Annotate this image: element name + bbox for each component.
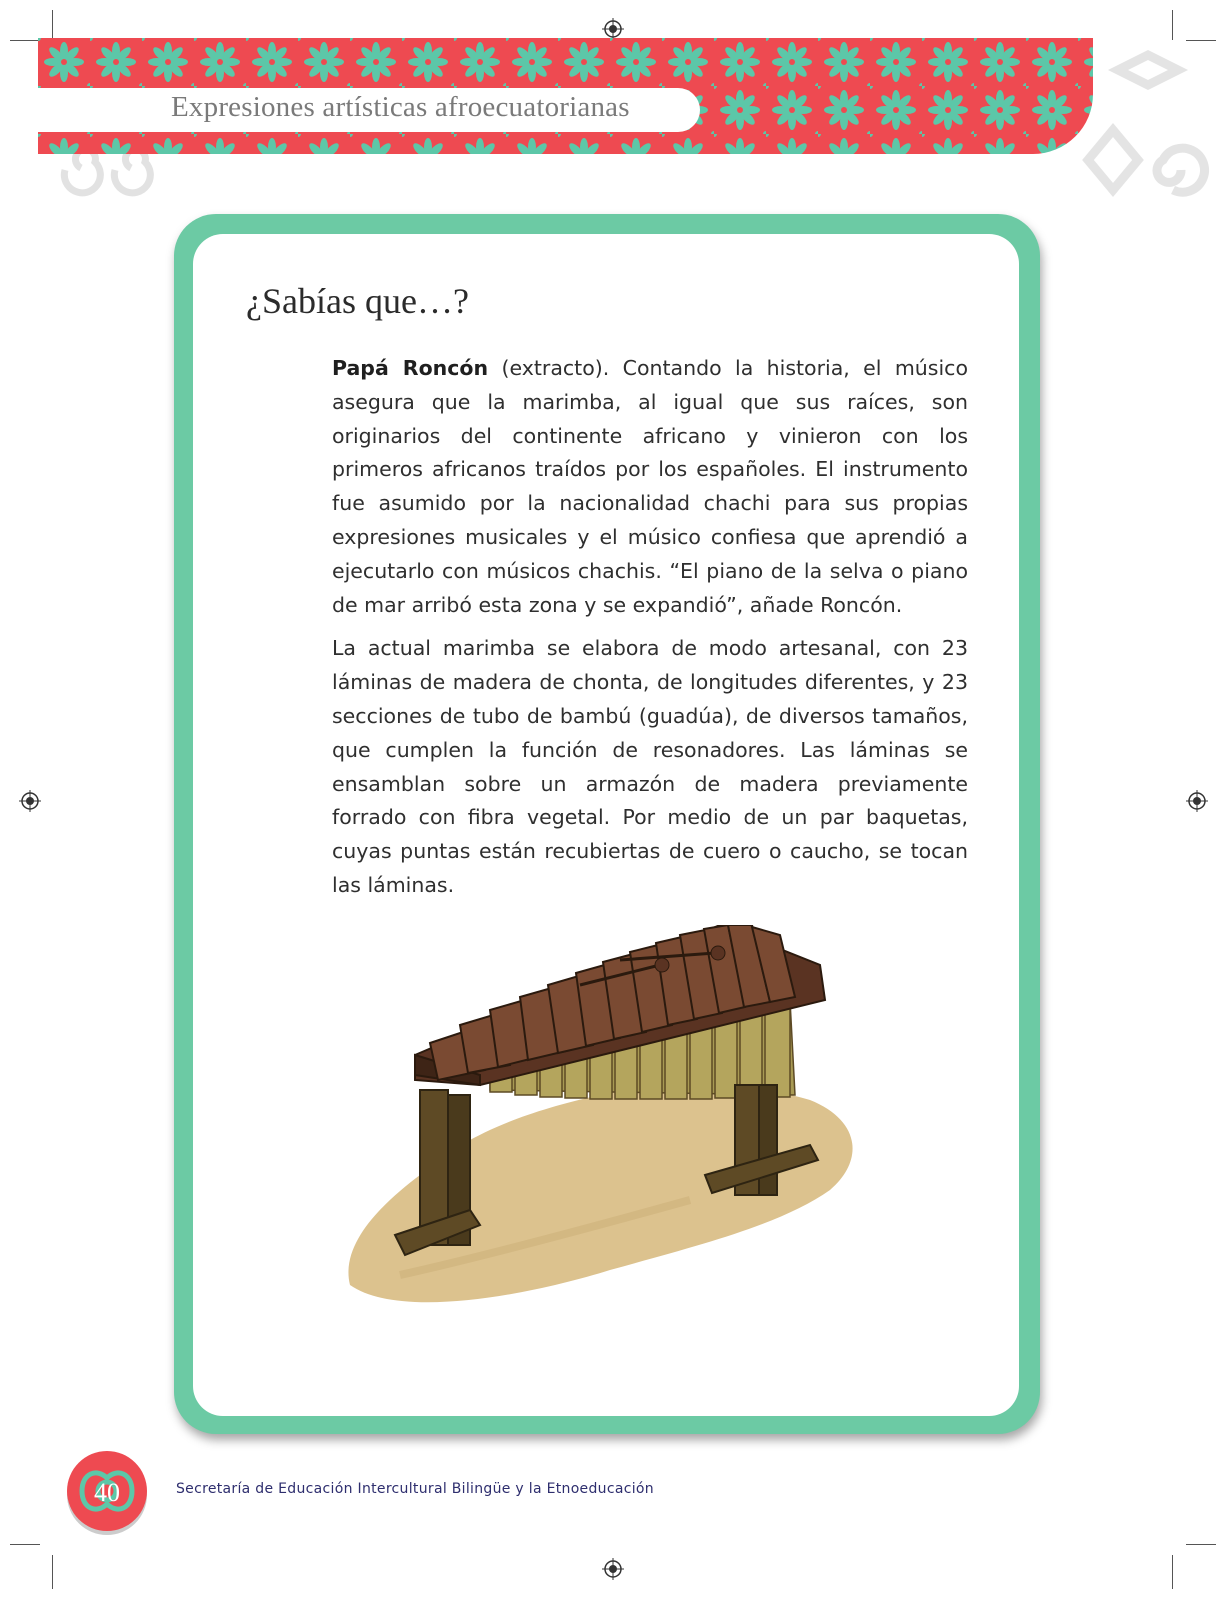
paragraph-1-bold: Papá Roncón [332,356,489,380]
crop-mark [52,10,53,40]
crop-mark [10,1544,40,1545]
paragraph-1 [332,352,968,622]
paragraph-1-text: (extracto). Contando la historia, el músico asegura que la marimba, al igual que sus raíces, son originarios del continente africano y vinieron con los primeros africanos traídos por los españoles. El instrumento fue asumido por la nacionalidad chachi para sus propias expresiones musicales y el músico confiesa que aprendió a ejecutarlo con músicos chachis. “El piano de la selva o piano de mar arribó esta zona y se expandió”, añade Roncón. [332,356,968,617]
footer-publisher: Secretaría de Educación Intercultural Bilingüe y la Etnoeducación [176,1481,654,1497]
info-box-heading: ¿Sabías que…? [246,281,469,321]
registration-mark-icon [19,790,41,812]
spiral-ornament-icon [40,150,170,220]
info-box-text [332,352,968,913]
paragraph-2: La actual marimba se elabora de modo artesanal, con 23 láminas de madera de chonta, de longitudes diferentes, y 23 secciones de tubo de bambú (guadúa), de diversos tamaños, que cumplen la función de resonadores. Las láminas se ensamblan sobre un armazón de madera previamente forrado con fibra vegetal. Por medio de un par baquetas, cuyas puntas están recubiertas de cuero o caucho, se tocan las láminas. [332,636,968,897]
crop-mark [52,1555,53,1589]
crop-mark [1172,10,1173,40]
crop-mark [10,40,40,41]
page-section-title: Expresiones artísticas afroecuatorianas [171,91,630,123]
registration-mark-icon [602,18,624,40]
page-number: 40 [94,1478,120,1507]
crop-mark [1172,1555,1173,1589]
registration-mark-icon [1186,790,1208,812]
marimba-illustration [340,925,880,1325]
crop-mark [1186,1544,1216,1545]
registration-mark-icon [602,1558,624,1580]
